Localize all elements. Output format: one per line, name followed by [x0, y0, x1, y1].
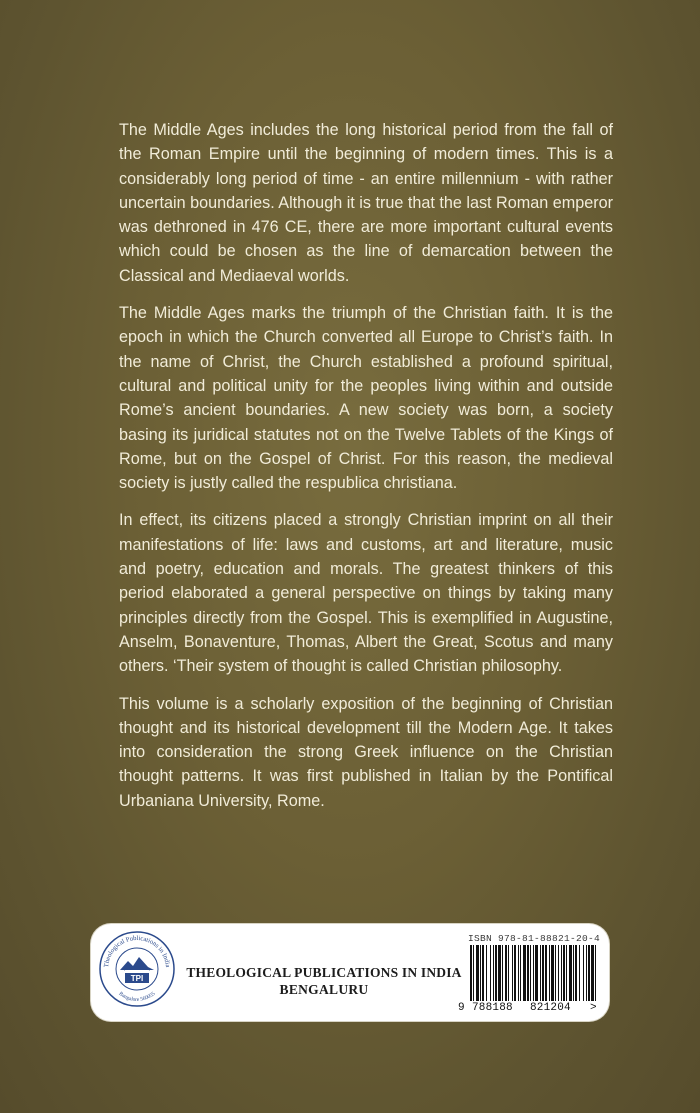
barcode-bar — [545, 945, 547, 1001]
barcode-bar — [514, 945, 516, 1001]
barcode-bar — [551, 945, 554, 1001]
logo-ring-text: Theological Publications in India — [103, 934, 171, 968]
barcode-bar — [482, 945, 484, 1001]
publisher-block — [174, 964, 474, 999]
barcode-bar — [588, 945, 590, 1001]
blurb-paragraph-4: This volume is a scholarly exposition of the beginning of Christian thought and its historical development till the Modern Age. It takes into consideration the strong Greek influence on the Christian thought patterns. It was first published in Italian by the Pontifical Urbaniana University, Rome. — [119, 694, 613, 810]
barcode-bar — [561, 945, 562, 1001]
barcode-icon — [470, 945, 598, 1001]
barcode-bar — [579, 945, 580, 1001]
blurb-text — [119, 118, 613, 826]
publisher-logo-icon — [98, 930, 176, 1008]
barcode-bar — [495, 945, 497, 1001]
barcode-bar — [505, 945, 507, 1001]
barcode-bar — [542, 945, 544, 1001]
barcode-bar — [583, 945, 584, 1001]
barcode-digits-left: 788188 — [472, 1002, 513, 1014]
barcode-bar — [480, 945, 481, 1001]
barcode-bar — [530, 945, 531, 1001]
barcode-bar — [518, 945, 519, 1001]
barcode-digits-right: 821204 — [530, 1002, 571, 1014]
barcode-bar — [533, 945, 534, 1001]
barcode-bar — [595, 945, 596, 1001]
barcode-bar — [523, 945, 526, 1001]
barcode-bar — [512, 945, 513, 1001]
blurb-paragraph-3: In effect, its citizens placed a strongly Christian imprint on all their manifestations of life: laws and customs, art and literature, music and poetry, education and morals. The greatest thinkers of this period elaborated a general perspective on things by taking many principles directly from the Gospel. This is exemplified in Augustine, Anselm, Bonaventure, Thomas, Albert the Great, Scotus and many others. ‘Their system of thought is called Christian philosophy. — [119, 511, 613, 676]
barcode-bar — [563, 945, 565, 1001]
barcode-bar — [540, 945, 541, 1001]
barcode-bar — [558, 945, 559, 1001]
barcode-bar — [520, 945, 521, 1001]
isbn-label: ISBN 978-81-88821-20-4 — [468, 933, 601, 944]
barcode-bar — [591, 945, 594, 1001]
barcode-bar — [508, 945, 509, 1001]
blurb-paragraph-1: The Middle Ages includes the long historical period from the fall of the Roman Empire until the beginning of modern times. This is a considerably long period of time - an entire millennium - with rather uncertain boundaries. Although it is true that the last Roman emperor was dethroned in 476 CE, there are more important cultural events which could be chosen as the line of demarcation between the Classical and Mediaeval worlds. — [119, 121, 614, 285]
barcode-bar — [476, 945, 479, 1001]
barcode-bar — [470, 945, 472, 1001]
barcode-bar — [473, 945, 474, 1001]
barcode-bar — [527, 945, 529, 1001]
blurb-paragraph-2: The Middle Ages marks the triumph of the Christian faith. It is the epoch in which the Church converted all Europe to Christ’s faith. In the name of Christ, the Church established a profound spiritual, cultural and political unity for the peoples living within and outside Rome’s ancient boundaries. A new society was born, a society basing its juridical statutes not on the Twelve Tablets of the Kings of Rome, but on the Gospel of Christ. For this reason, the medieval society is justly called the respublica christiana. — [119, 304, 613, 493]
barcode-bar — [569, 945, 572, 1001]
barcode-bar — [575, 945, 577, 1001]
barcode-bar — [555, 945, 556, 1001]
publisher-name: THEOLOGICAL PUBLICATIONS IN INDIA — [186, 965, 462, 980]
barcode-digits — [458, 1002, 618, 1014]
barcode-bar — [486, 945, 487, 1001]
barcode-bar — [549, 945, 550, 1001]
logo-ring-text-bottom: Bangalore 560055 — [117, 990, 157, 1004]
logo-abbr: TPI — [130, 974, 144, 983]
barcode-bar — [573, 945, 574, 1001]
barcode-digit-lead: 9 — [458, 1002, 465, 1014]
barcode-bar — [502, 945, 503, 1001]
barcode-bar — [493, 945, 494, 1001]
barcode-arrow: > — [590, 1002, 597, 1014]
barcode-bar — [586, 945, 587, 1001]
barcode-bar — [498, 945, 501, 1001]
barcode-bar — [490, 945, 491, 1001]
publisher-city: BENGALURU — [279, 982, 369, 997]
barcode-bar — [535, 945, 538, 1001]
barcode-bar — [566, 945, 567, 1001]
